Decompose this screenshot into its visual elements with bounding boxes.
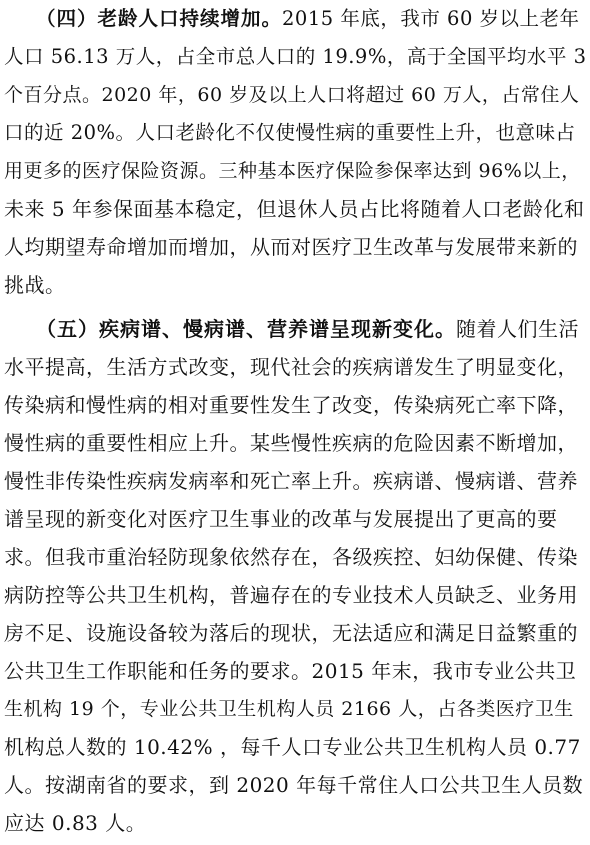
paragraph-line: 生机构 19 个，专业公共卫生机构人员 2166 人，占各类医疗卫生 <box>4 698 574 720</box>
paragraph-line: 求。但我市重治轻防现象依然存在，各级疾控、妇幼保健、传染 <box>4 545 578 569</box>
paragraph-line: 病防控等公共卫生机构，普遍存在的专业技术人员缺乏、业务用 <box>4 583 578 607</box>
paragraph-line: 未来 5 年参保面基本稳定，但退休人员占比将随着人口老龄化和 <box>4 197 585 221</box>
paragraph-line <box>36 310 579 348</box>
paragraph-line: 个百分点。2020 年，60 岁及以上人口将超过 60 万人，占常住人 <box>4 84 580 106</box>
paragraph-line: 谱呈现的新变化对医疗卫生事业的改革与发展提出了更高的要 <box>4 507 558 531</box>
paragraph-line: 口的近 20%。人口老龄化不仅使慢性病的重要性上升，也意味占 <box>4 121 576 144</box>
section-heading: （四）老龄人口持续增加。 <box>36 7 283 30</box>
paragraph-line: 慢性非传染性疾病发病率和死亡率上升。疾病谱、慢病谱、营养 <box>4 469 578 493</box>
paragraph-line: 房不足、设施设备较为落后的现状，无法适应和满足日益繁重的 <box>4 621 578 645</box>
paragraph-line: 挑战。 <box>4 273 66 297</box>
paragraph-line: 人均期望寿命增加而增加，从而对医疗卫生改革与发展带来新的 <box>4 235 578 259</box>
paragraph-line: 应达 0.83 人。 <box>4 811 147 835</box>
paragraph-line <box>36 0 580 38</box>
paragraph-line: 人。按湖南省的要求，到 2020 年每千常住人口公共卫生人员数 <box>4 773 584 797</box>
paragraph-line: 传染病和慢性病的相对重要性发生了改变，传染病死亡率下降， <box>4 393 578 417</box>
paragraph-line: 人口 56.13 万人，占全市总人口的 19.9%，高于全国平均水平 3 <box>4 45 587 68</box>
paragraph-line: 慢性病的重要性相应上升。某些慢性疾病的危险因素不断增加， <box>4 431 578 455</box>
paragraph-line: 机构总人数的 10.42% ，每千人口专业公共卫生机构人员 0.77 <box>4 735 581 759</box>
section-heading: （五）疾病谱、慢病谱、营养谱呈现新变化。 <box>36 317 456 341</box>
paragraph-line: 用更多的医疗保险资源。三种基本医疗保险参保率达到 96%以上， <box>4 160 581 182</box>
paragraph-line: 公共卫生工作职能和任务的要求。2015 年末，我市专业公共卫 <box>4 659 577 683</box>
paragraph-line: 水平提高，生活方式改变，现代社会的疾病谱发生了明显变化， <box>4 355 578 379</box>
paragraph-text: 随着人们生活 <box>456 317 579 341</box>
paragraph-text: 2015 年底，我市 60 岁以上老年 <box>282 7 580 30</box>
